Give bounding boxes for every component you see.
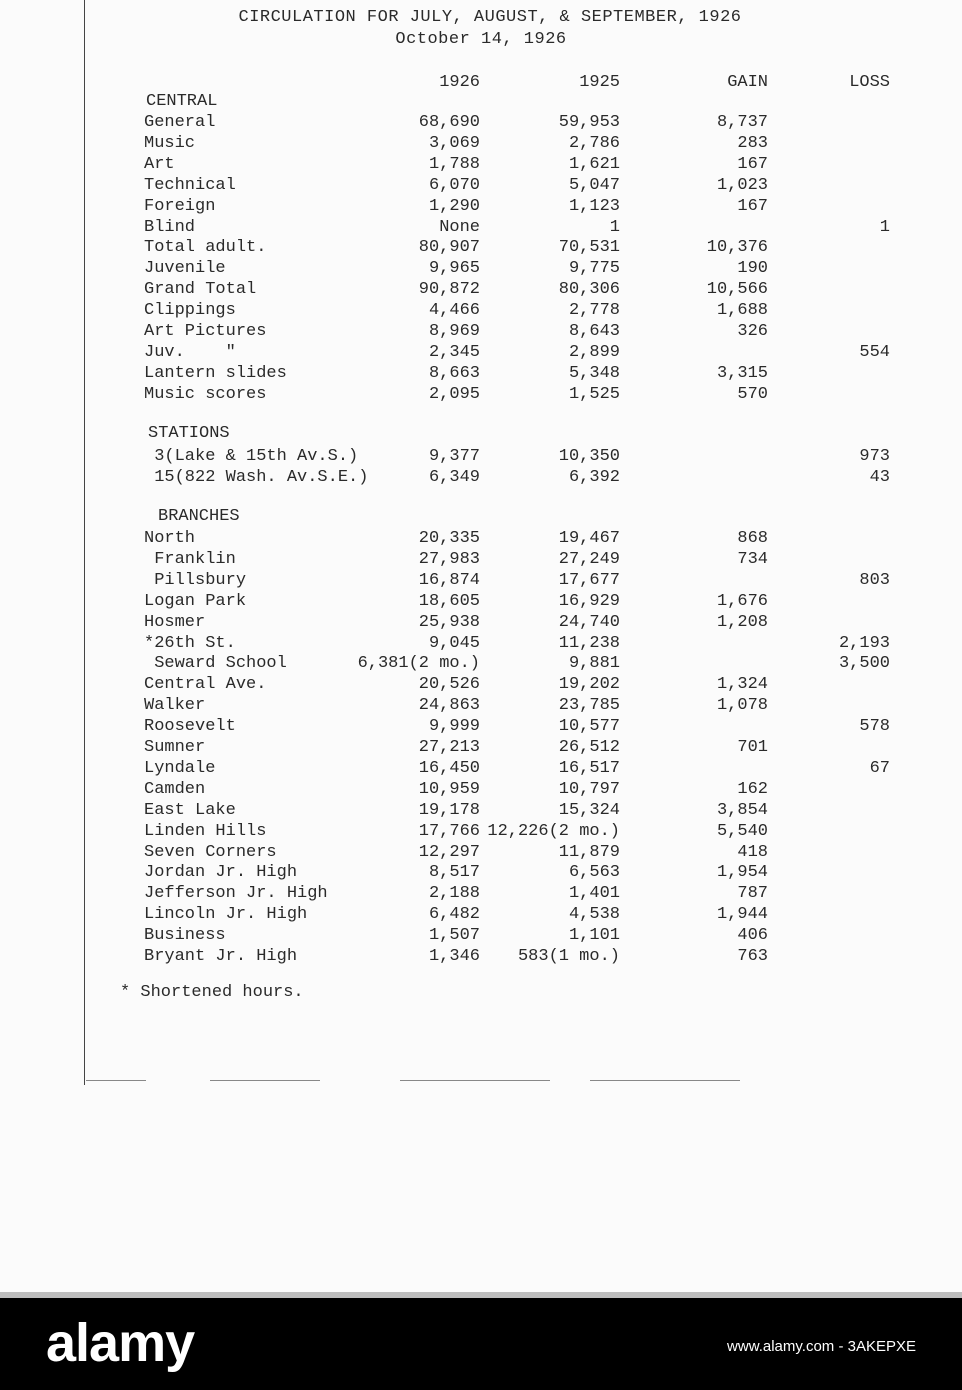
value-gain: 190 bbox=[737, 259, 768, 279]
value-gain: 406 bbox=[737, 926, 768, 946]
column-header-loss: LOSS bbox=[849, 73, 890, 92]
value-1926: 4,466 bbox=[428, 301, 480, 321]
value-gain: 1,954 bbox=[716, 863, 768, 883]
value-1926: 16,874 bbox=[418, 570, 480, 590]
footnote: * Shortened hours. bbox=[120, 983, 304, 1002]
section-heading-branches: BRANCHES bbox=[158, 507, 240, 526]
value-gain: 167 bbox=[737, 196, 768, 216]
row-label: Technical bbox=[144, 175, 236, 195]
row-label: Linden Hills bbox=[144, 821, 267, 841]
value-1926: 90,872 bbox=[418, 280, 480, 300]
value-1926: 27,213 bbox=[418, 738, 480, 757]
value-gain: 10,566 bbox=[706, 280, 768, 300]
value-gain: 5,540 bbox=[716, 821, 768, 841]
value-1925: 15,324 bbox=[558, 800, 620, 820]
value-gain: 1,023 bbox=[716, 175, 768, 195]
watermark-image-id: www.alamy.com - 3AKEPXE bbox=[727, 1338, 916, 1355]
value-gain: 787 bbox=[737, 884, 768, 904]
row-label: Art Pictures bbox=[144, 322, 267, 341]
value-gain: 1,078 bbox=[716, 696, 768, 716]
value-loss: 803 bbox=[859, 570, 890, 590]
value-1926: 80,907 bbox=[418, 238, 480, 258]
row-label: Lincoln Jr. High bbox=[144, 905, 308, 925]
row-label: Grand Total bbox=[144, 280, 257, 300]
value-loss: 973 bbox=[859, 447, 890, 466]
value-1925: 2,778 bbox=[568, 301, 620, 321]
row-label: Camden bbox=[144, 779, 206, 799]
value-1925: 24,740 bbox=[558, 612, 620, 632]
value-1925: 10,577 bbox=[558, 717, 620, 737]
row-label: Foreign bbox=[144, 196, 216, 216]
value-1925: 1,621 bbox=[568, 154, 620, 174]
value-1925: 17,677 bbox=[558, 570, 620, 590]
value-1925: 80,306 bbox=[558, 280, 620, 300]
row-label: Jordan Jr. High bbox=[144, 863, 298, 883]
row-label: General bbox=[144, 113, 216, 132]
value-1926: 25,938 bbox=[418, 612, 480, 632]
value-gain: 3,854 bbox=[716, 800, 768, 820]
document-date: October 14, 1926 bbox=[395, 30, 567, 49]
value-1926: 20,335 bbox=[418, 529, 480, 548]
value-1926: None bbox=[439, 217, 480, 237]
value-1925: 11,879 bbox=[558, 842, 620, 862]
value-gain: 162 bbox=[737, 779, 768, 799]
value-1925: 2,786 bbox=[568, 133, 620, 153]
value-1926: 6,482 bbox=[428, 905, 480, 925]
value-1926: 1,346 bbox=[428, 947, 480, 966]
value-1926: 3,069 bbox=[428, 133, 480, 153]
value-gain: 1,324 bbox=[716, 675, 768, 695]
value-loss: 43 bbox=[869, 468, 890, 487]
value-1926: 27,983 bbox=[418, 549, 480, 569]
value-1926: 1,788 bbox=[428, 154, 480, 174]
value-1925: 9,775 bbox=[568, 259, 620, 279]
value-1925: 59,953 bbox=[558, 113, 620, 132]
value-loss: 1 bbox=[879, 217, 890, 237]
row-label: Central Ave. bbox=[144, 675, 267, 695]
row-label: Logan Park bbox=[144, 591, 247, 611]
value-1926: 2,095 bbox=[428, 384, 480, 404]
value-1926: 8,969 bbox=[428, 322, 480, 341]
binder-margin-line bbox=[84, 0, 85, 1085]
row-label: Business bbox=[144, 926, 226, 946]
scan-dash-line bbox=[86, 1080, 146, 1081]
row-label: Total adult. bbox=[144, 238, 267, 258]
value-1925: 1,101 bbox=[568, 926, 620, 946]
section-heading-central: CENTRAL bbox=[146, 92, 218, 111]
row-label: Seven Corners bbox=[144, 842, 277, 862]
value-1925: 6,563 bbox=[568, 863, 620, 883]
value-1926: 18,605 bbox=[418, 591, 480, 611]
row-label: Walker bbox=[144, 696, 206, 716]
value-1926: 9,377 bbox=[428, 447, 480, 466]
value-gain: 1,208 bbox=[716, 612, 768, 632]
value-1925: 583(1 mo.) bbox=[517, 947, 620, 966]
column-header-1926: 1926 bbox=[439, 73, 480, 92]
value-gain: 283 bbox=[737, 133, 768, 153]
row-label: Music scores bbox=[144, 384, 267, 404]
value-1926: 20,526 bbox=[418, 675, 480, 695]
row-label: Seward School bbox=[144, 654, 287, 674]
value-1926: 12,297 bbox=[418, 842, 480, 862]
value-1926: 9,999 bbox=[428, 717, 480, 737]
value-gain: 326 bbox=[737, 322, 768, 341]
value-gain: 10,376 bbox=[706, 238, 768, 258]
value-1926: 10,959 bbox=[418, 779, 480, 799]
value-1925: 16,517 bbox=[558, 758, 620, 778]
value-1925: 16,929 bbox=[558, 591, 620, 611]
value-1925: 12,226(2 mo.) bbox=[487, 821, 620, 841]
section-heading-stations: STATIONS bbox=[148, 424, 230, 443]
row-label: 15(822 Wash. Av.S.E.) bbox=[144, 468, 369, 487]
value-1925: 10,797 bbox=[558, 779, 620, 799]
value-1925: 27,249 bbox=[558, 549, 620, 569]
value-gain: 167 bbox=[737, 154, 768, 174]
value-gain: 1,944 bbox=[716, 905, 768, 925]
value-loss: 3,500 bbox=[838, 654, 890, 674]
value-loss: 554 bbox=[859, 342, 890, 362]
value-1925: 1 bbox=[609, 217, 620, 237]
value-gain: 868 bbox=[737, 529, 768, 548]
watermark-brand: alamy bbox=[46, 1313, 195, 1373]
value-1925: 1,401 bbox=[568, 884, 620, 904]
row-label: Music bbox=[144, 133, 196, 153]
value-1926: 9,965 bbox=[428, 259, 480, 279]
row-label: Blind bbox=[144, 217, 196, 237]
column-header-1925: 1925 bbox=[579, 73, 620, 92]
value-1925: 4,538 bbox=[568, 905, 620, 925]
value-1926: 6,070 bbox=[428, 175, 480, 195]
value-1926: 19,178 bbox=[418, 800, 480, 820]
value-1926: 9,045 bbox=[428, 633, 480, 653]
value-gain: 8,737 bbox=[716, 113, 768, 132]
column-header-gain: GAIN bbox=[727, 73, 768, 92]
scan-dash-line bbox=[400, 1080, 550, 1081]
value-1925: 6,392 bbox=[568, 468, 620, 487]
value-gain: 570 bbox=[737, 384, 768, 404]
value-1925: 11,238 bbox=[558, 633, 620, 653]
value-gain: 3,315 bbox=[716, 363, 768, 383]
row-label: North bbox=[144, 529, 196, 548]
value-1926: 24,863 bbox=[418, 696, 480, 716]
scan-dash-line bbox=[210, 1080, 320, 1081]
value-1926: 68,690 bbox=[418, 113, 480, 132]
value-1925: 5,348 bbox=[568, 363, 620, 383]
value-gain: 701 bbox=[737, 738, 768, 757]
value-1925: 1,525 bbox=[568, 384, 620, 404]
row-label: Sumner bbox=[144, 738, 206, 757]
row-label: Roosevelt bbox=[144, 717, 236, 737]
row-label: Franklin bbox=[144, 549, 236, 569]
row-label: Clippings bbox=[144, 301, 236, 321]
value-1926: 16,450 bbox=[418, 758, 480, 778]
value-1925: 8,643 bbox=[568, 322, 620, 341]
value-1926: 2,345 bbox=[428, 342, 480, 362]
value-gain: 1,688 bbox=[716, 301, 768, 321]
row-label: East Lake bbox=[144, 800, 236, 820]
value-1926: 17,766 bbox=[418, 821, 480, 841]
value-1925: 5,047 bbox=[568, 175, 620, 195]
row-label: *26th St. bbox=[144, 633, 236, 653]
value-loss: 578 bbox=[859, 717, 890, 737]
row-label: 3(Lake & 15th Av.S.) bbox=[144, 447, 359, 466]
row-label: Art bbox=[144, 154, 175, 174]
value-loss: 67 bbox=[869, 758, 890, 778]
scan-dash-line bbox=[590, 1080, 740, 1081]
row-label: Juvenile bbox=[144, 259, 226, 279]
value-1926: 1,290 bbox=[428, 196, 480, 216]
value-1925: 19,467 bbox=[558, 529, 620, 548]
value-1925: 9,881 bbox=[568, 654, 620, 674]
value-1925: 70,531 bbox=[558, 238, 620, 258]
value-gain: 1,676 bbox=[716, 591, 768, 611]
row-label: Jefferson Jr. High bbox=[144, 884, 328, 904]
value-1925: 23,785 bbox=[558, 696, 620, 716]
value-1925: 10,350 bbox=[558, 447, 620, 466]
value-1926: 6,381(2 mo.) bbox=[357, 654, 480, 674]
value-1926: 6,349 bbox=[428, 468, 480, 487]
value-loss: 2,193 bbox=[838, 633, 890, 653]
row-label: Hosmer bbox=[144, 612, 206, 632]
value-gain: 418 bbox=[737, 842, 768, 862]
value-1926: 8,517 bbox=[428, 863, 480, 883]
value-1925: 19,202 bbox=[558, 675, 620, 695]
value-1926: 8,663 bbox=[428, 363, 480, 383]
row-label: Juv. " bbox=[144, 342, 236, 362]
row-label: Pillsbury bbox=[144, 570, 247, 590]
value-gain: 763 bbox=[737, 947, 768, 966]
value-1925: 1,123 bbox=[568, 196, 620, 216]
document-title: CIRCULATION FOR JULY, AUGUST, & SEPTEMBER, 1926 bbox=[238, 8, 742, 27]
value-gain: 734 bbox=[737, 549, 768, 569]
value-1925: 2,899 bbox=[568, 342, 620, 362]
value-1926: 1,507 bbox=[428, 926, 480, 946]
value-1926: 2,188 bbox=[428, 884, 480, 904]
row-label: Lantern slides bbox=[144, 363, 287, 383]
row-label: Lyndale bbox=[144, 758, 216, 778]
value-1925: 26,512 bbox=[558, 738, 620, 757]
row-label: Bryant Jr. High bbox=[144, 947, 298, 966]
